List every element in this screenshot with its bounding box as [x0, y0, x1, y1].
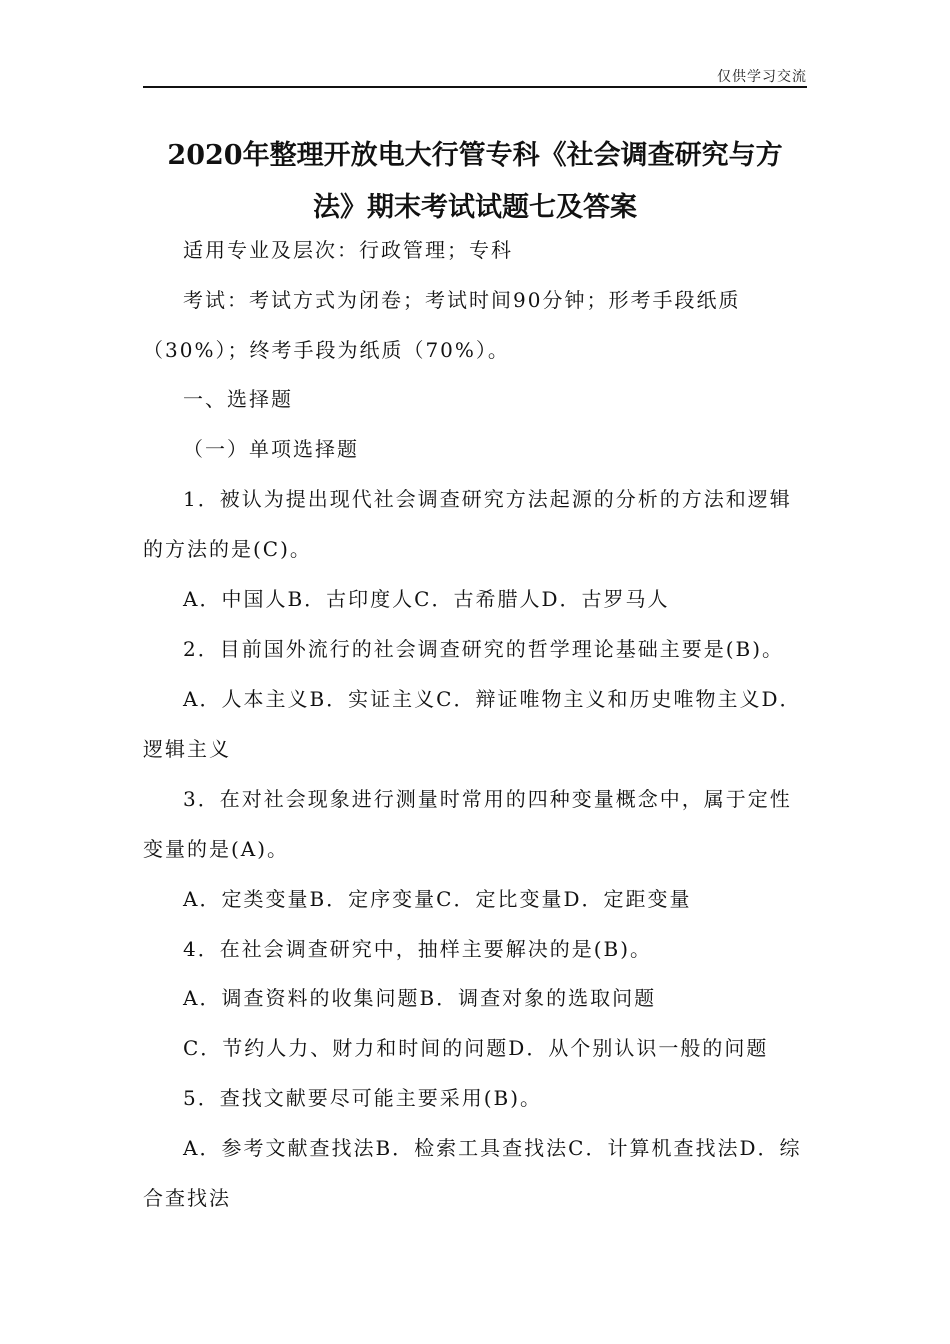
question-5: 5．查找文献要尽可能主要采用(B)。 — [183, 1086, 543, 1110]
question-4: 4．在社会调查研究中，抽样主要解决的是(B)。 — [183, 937, 653, 961]
question-1-options: A．中国人B．古印度人C．古希腊人D．古罗马人 — [183, 587, 670, 611]
meta-major-level: 适用专业及层次：行政管理；专科 — [183, 238, 513, 262]
question-1: 1．被认为提出现代社会调查研究方法起源的分析的方法和逻辑 — [183, 487, 792, 511]
question-5-options: A．参考文献查找法B．检索工具查找法C．计算机查找法D．综 — [183, 1136, 802, 1160]
question-5-options-continued: 合查找法 — [143, 1186, 231, 1210]
question-1-continued: 的方法的是(C)。 — [143, 537, 312, 561]
title-line-2: 法》期末考试试题七及答案 — [313, 192, 637, 223]
question-2-options: A．人本主义B．实证主义C．辩证唯物主义和历史唯物主义D． — [183, 687, 802, 711]
question-4-options-cd: C．节约人力、财力和时间的问题D．从个别认识一般的问题 — [183, 1036, 769, 1060]
document-title — [143, 130, 807, 234]
header-note: 仅供学习交流 — [717, 69, 807, 85]
question-4-options-ab: A．调查资料的收集问题B．调查对象的选取问题 — [183, 986, 657, 1010]
question-2-options-continued: 逻辑主义 — [143, 737, 231, 761]
section-heading: 一、选择题 — [183, 387, 293, 411]
question-2: 2．目前国外流行的社会调查研究的哲学理论基础主要是(B)。 — [183, 637, 785, 661]
question-3-continued: 变量的是(A)。 — [143, 837, 290, 861]
meta-exam-info-continued: （30%）；终考手段为纸质（70%）。 — [143, 338, 510, 362]
question-3-options: A．定类变量B．定序变量C．定比变量D．定距变量 — [183, 887, 692, 911]
subsection-heading: （一）单项选择题 — [183, 437, 359, 461]
question-3: 3．在对社会现象进行测量时常用的四种变量概念中，属于定性 — [183, 787, 792, 811]
meta-exam-info: 考试：考试方式为闭卷；考试时间90分钟；形考手段纸质 — [183, 288, 741, 312]
header-rule — [143, 86, 807, 88]
title-line-1: 2020年整理开放电大行管专科《社会调查研究与方 — [167, 140, 783, 171]
